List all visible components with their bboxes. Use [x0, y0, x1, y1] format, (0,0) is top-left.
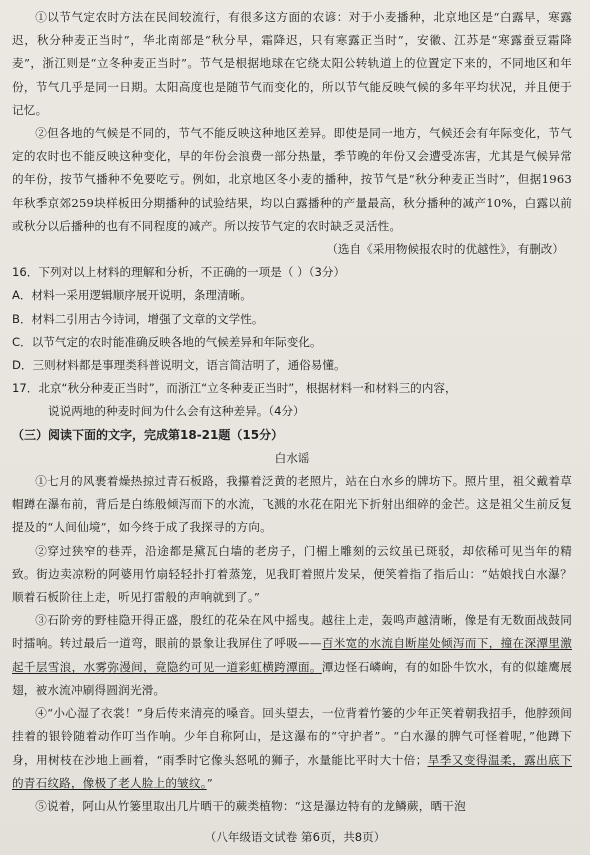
passage-paragraph-4-underlined: 旱季又变得温柔，露出底下的青石纹路，像极了老人脸上的皱纹。	[12, 752, 573, 790]
passage-paragraph-4-text-end: ”	[206, 775, 213, 790]
page-footer: （八年级语文试卷 第6页，共8页）	[204, 830, 386, 844]
material3-paragraph-2: ②但各地的气候是不同的，节气不能反映这种地区差异。即使是同一地方，气候还会有年际变化，节气定的农时也不能反映这种变化，早的年份会浪费一部分热量，季节晚的年份又会遭受冻害，尤其是气候异常的年份，按节气播种不免要吃亏。例如，北京地区冬小麦的播种，按节气是“秋分种麦正当时”，但据1963年秋季京郊259块样板田分期播种的试验结果，均以白露播种的产量最高，秋分播种的减产10%，白露以前或秋分以后播种的也有不同程度的减产。所以按节气定的农时缺乏灵活性。	[12, 126, 572, 233]
question-16-option-d: D．三则材料都是事理类科普说明文，语言简洁明了，通俗易懂。	[12, 358, 346, 373]
question-16-option-c: C．以节气定的农时能准确反映各地的气候差异和年际变化。	[12, 334, 322, 349]
passage-paragraph-3-text-end: 潭边怪石嶙峋，有的如卧牛饮水，有的似雄鹰展翅，被水流冲刷得圆润光滑。	[12, 659, 573, 697]
question-16-option-a: A．材料一采用逻辑顺序展开说明，条理清晰。	[12, 288, 252, 303]
question-17-line-2: 说说两地的种麦时间为什么会有这种差异。（4分）	[48, 404, 305, 419]
section-3-heading: （三）阅读下面的文字，完成第18-21题（15分）	[12, 427, 284, 442]
passage-paragraph-5: ⑤说着，阿山从竹篓里取出几片晒干的蕨类植物：“这是瀑边特有的龙鳞蕨，晒干泡	[35, 798, 466, 813]
passage-paragraph-4-text: ④“小心湿了衣裳！”身后传来清亮的嗓音。回头望去，一位背着竹篓的少年正笑着朝我招手，他脖颈间挂着的银铃随着动作叮当作响。少年自称阿山，是这瀑布的“守护者”。“白水瀑的脾气可怪着呢，”他蹲下身，用树枝在沙地上画着，“雨季时它像头怒吼的狮子，水量能比平时大十倍；	[12, 706, 572, 767]
question-16-stem: 16．下列对以上材料的理解和分析，不正确的一项是（ ）（3分）	[12, 265, 346, 280]
passage-paragraph-4	[12, 702, 572, 795]
question-16-option-b: B．材料二引用古今诗词，增强了文章的文学性。	[12, 311, 264, 326]
passage-paragraph-3-text: ③石阶旁的野桂隐开得正盛，殷红的花朵在风中摇曳。越往上走，轰鸣声越清晰，像是有无数面战鼓同时擂响。转过最后一道弯，眼前的景象让我屏住了呼吸——	[12, 613, 572, 651]
passage-title: 白水谣	[274, 450, 310, 465]
passage-paragraph-3-underlined: 百米宽的水流自断崖处倾泻而下，撞在深潭里激起千层雪浪，水雾弥漫间，竟隐约可见一道彩虹横跨潭面。	[12, 636, 573, 674]
material3-source: （选自《采用物候报农时的优越性》，有删改）	[326, 242, 564, 257]
passage-paragraph-3	[12, 609, 572, 702]
passage-paragraph-2: ②穿过狭窄的巷弄，沿途都是黛瓦白墙的老房子，门楣上雕刻的云纹虽已斑驳，却依稀可见当年的精致。街边卖凉粉的阿婆用竹扇轻轻扑打着蒸笼，见我盯着照片发呆，便笑着指了指后山：“姑娘找白水瀑？顺着石板阶往上走，听见打雷般的声响就到了。”	[12, 543, 572, 605]
passage-paragraph-1: ①七月的风裹着燥热掠过青石板路，我攥着泛黄的老照片，站在白水乡的牌坊下。照片里，祖父戴着草帽蹲在瀑布前，背后是白练般倾泻而下的水流，飞溅的水花在阳光下折射出细碎的金芒。这是祖父生前反复提及的“人间仙境”，如今终于成了我探寻的方向。	[12, 474, 572, 535]
question-17-line-1: 17．北京“秋分种麦正当时”，而浙江“立冬种麦正当时”，根据材料一和材料三的内容，	[12, 381, 457, 396]
material3-paragraph-1: ①以节气定农时方法在民间较流行，有很多这方面的农谚：对于小麦播种，北京地区是“白露早，寒露迟，秋分种麦正当时”，华北南部是“秋分早，霜降迟，只有寒露正当时”，安徽、江苏是“寒露蚕豆霜降麦”，浙江则是“立冬种麦正当时”。节气是根据地球在它绕太阳公转轨道上的位置定下来的，不同地区和年份，节气几乎是同一日期。太阳高度也是随节气而变化的，所以节气能反映气候的多年平均状况，并且便于记忆。	[12, 10, 572, 117]
